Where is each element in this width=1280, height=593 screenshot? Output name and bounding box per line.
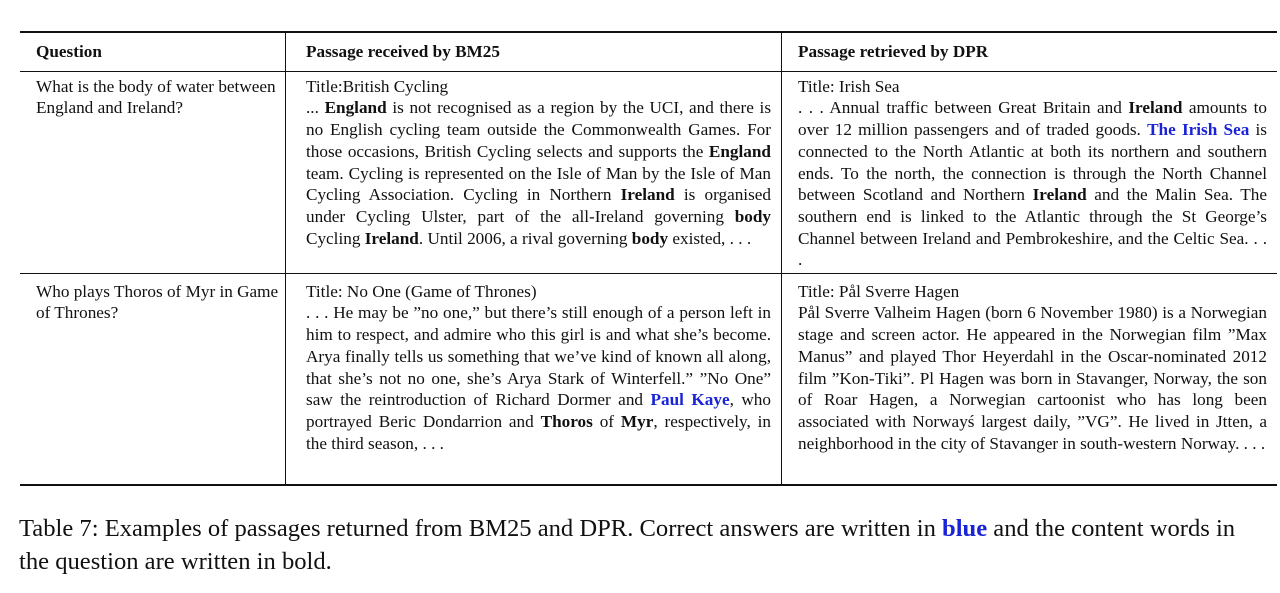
question-content-word: Thoros — [540, 411, 593, 431]
question-content-word: Ireland — [1032, 185, 1087, 205]
question-content-word: Ireland — [1128, 98, 1183, 118]
bm25-passage-cell — [285, 274, 781, 484]
correct-answer: Paul Kaye — [650, 390, 730, 410]
table-caption — [19, 512, 1269, 578]
table-row — [20, 72, 1277, 273]
passage-text-segment: team. Cycling is represented on the Isle of Man by the Isle of Man Cycling Association. Cycling in Northern — [306, 163, 771, 205]
bm25-passage-text — [306, 302, 771, 454]
table-header-row — [20, 33, 1277, 71]
bm25-passage-text — [306, 97, 771, 249]
passage-text-segment: . . . Annual traffic between Great Britain and — [798, 98, 1129, 118]
dpr-passage-text — [798, 97, 1267, 271]
passage-text-segment: existed, . . . — [668, 228, 752, 248]
passage-text-segment: Pål Sverre Valheim Hagen (born 6 November 1980) is a Norwegian stage and screen actor. He appeared in the Norwegian film ”Max Manus” and played Thor Heyerdahl in the Oscar-nominated 2012 film ”Kon-Tiki”. Pl Hagen was born in Stavanger, Norway, the son of Roar Hagen, a Norwegian cartoonist who has long been associated with Norwayś largest daily, ”VG”. He lived in Jtten, a neighborhood in the city of Stavanger in south-western Norway. . . . — [798, 303, 1267, 453]
dpr-passage-cell — [781, 274, 1277, 484]
caption-blue-word: blue — [942, 515, 988, 542]
question-content-word: England — [324, 98, 387, 118]
passage-text-segment: , respectively, in the third season, . . . — [306, 411, 772, 453]
passage-text-segment: amounts to over 12 million passengers and of traded goods. — [798, 98, 1267, 140]
passage-text-segment: is connected to the North Atlantic at both its northern and southern ends. To the north, the connection is through the North Channel between Scotland and Northern — [798, 120, 1268, 205]
bm25-passage-cell — [285, 72, 781, 273]
passage-text-segment: Cycling — [306, 228, 365, 248]
question-cell: Who plays Thoros of Myr in Game of Thrones? — [36, 281, 279, 323]
question-content-word: body — [734, 206, 771, 226]
question-content-word: Ireland — [364, 228, 419, 248]
header-bm25: Passage received by BM25 — [285, 33, 781, 71]
passage-text-segment: . Until 2006, a rival governing — [418, 228, 632, 248]
dpr-passage-cell — [781, 72, 1277, 273]
passage-text-segment: of — [592, 411, 621, 431]
correct-answer: The Irish Sea — [1147, 120, 1250, 140]
question-content-word: body — [631, 228, 669, 248]
passage-text-segment: , who portrayed Beric Dondarrion and — [306, 390, 771, 431]
passage-text-segment: . . . He may be ”no one,” but there’s still enough of a person left in him to respect, and admire who this girl is and what she’s become. Arya finally tells us something that we’ve kind of known all along, that she’s not no one, she’s Arya Stark of Winterfell.” ”No One” saw the reintroduction of Richard Dormer and — [306, 303, 771, 410]
question-content-word: Myr — [620, 411, 654, 431]
question-cell: What is the body of water between England and Ireland? — [36, 76, 276, 118]
caption-text-before: Table 7: Examples of passages returned from BM25 and DPR. Correct answers are written in — [19, 515, 943, 542]
passage-text-segment: ... — [306, 98, 325, 118]
question-content-word: Ireland — [620, 185, 675, 205]
table-row — [20, 274, 1277, 484]
dpr-passage-title: Title: Pål Sverre Hagen — [798, 281, 960, 301]
header-dpr: Passage retrieved by DPR — [781, 33, 1277, 71]
passage-text-segment: is organised under Cycling Ulster, part of the all-Ireland governing — [306, 185, 771, 226]
dpr-passage-title: Title: Irish Sea — [798, 76, 900, 96]
passage-text-segment: is not recognised as a region by the UCI, and there is no English cycling team outside the Commonwealth Games. For those occasions, British Cycling selects and supports the — [306, 98, 772, 161]
header-question: Question — [36, 42, 102, 61]
caption-text-after: and the content words in the question are written in bold. — [19, 515, 1236, 575]
bm25-passage-title: Title:British Cycling — [306, 76, 449, 96]
dpr-passage-text — [798, 302, 1267, 454]
bm25-passage-title: Title: No One (Game of Thrones) — [306, 281, 537, 301]
question-content-word: England — [708, 141, 771, 161]
results-table — [20, 31, 1277, 486]
bottom-rule — [20, 484, 1277, 486]
passage-text-segment: and the Malin Sea. The southern end is linked to the Atlantic through the St George’s Channel between Ireland and Pembrokeshire, and the Celtic Sea. . . . — [798, 185, 1267, 270]
